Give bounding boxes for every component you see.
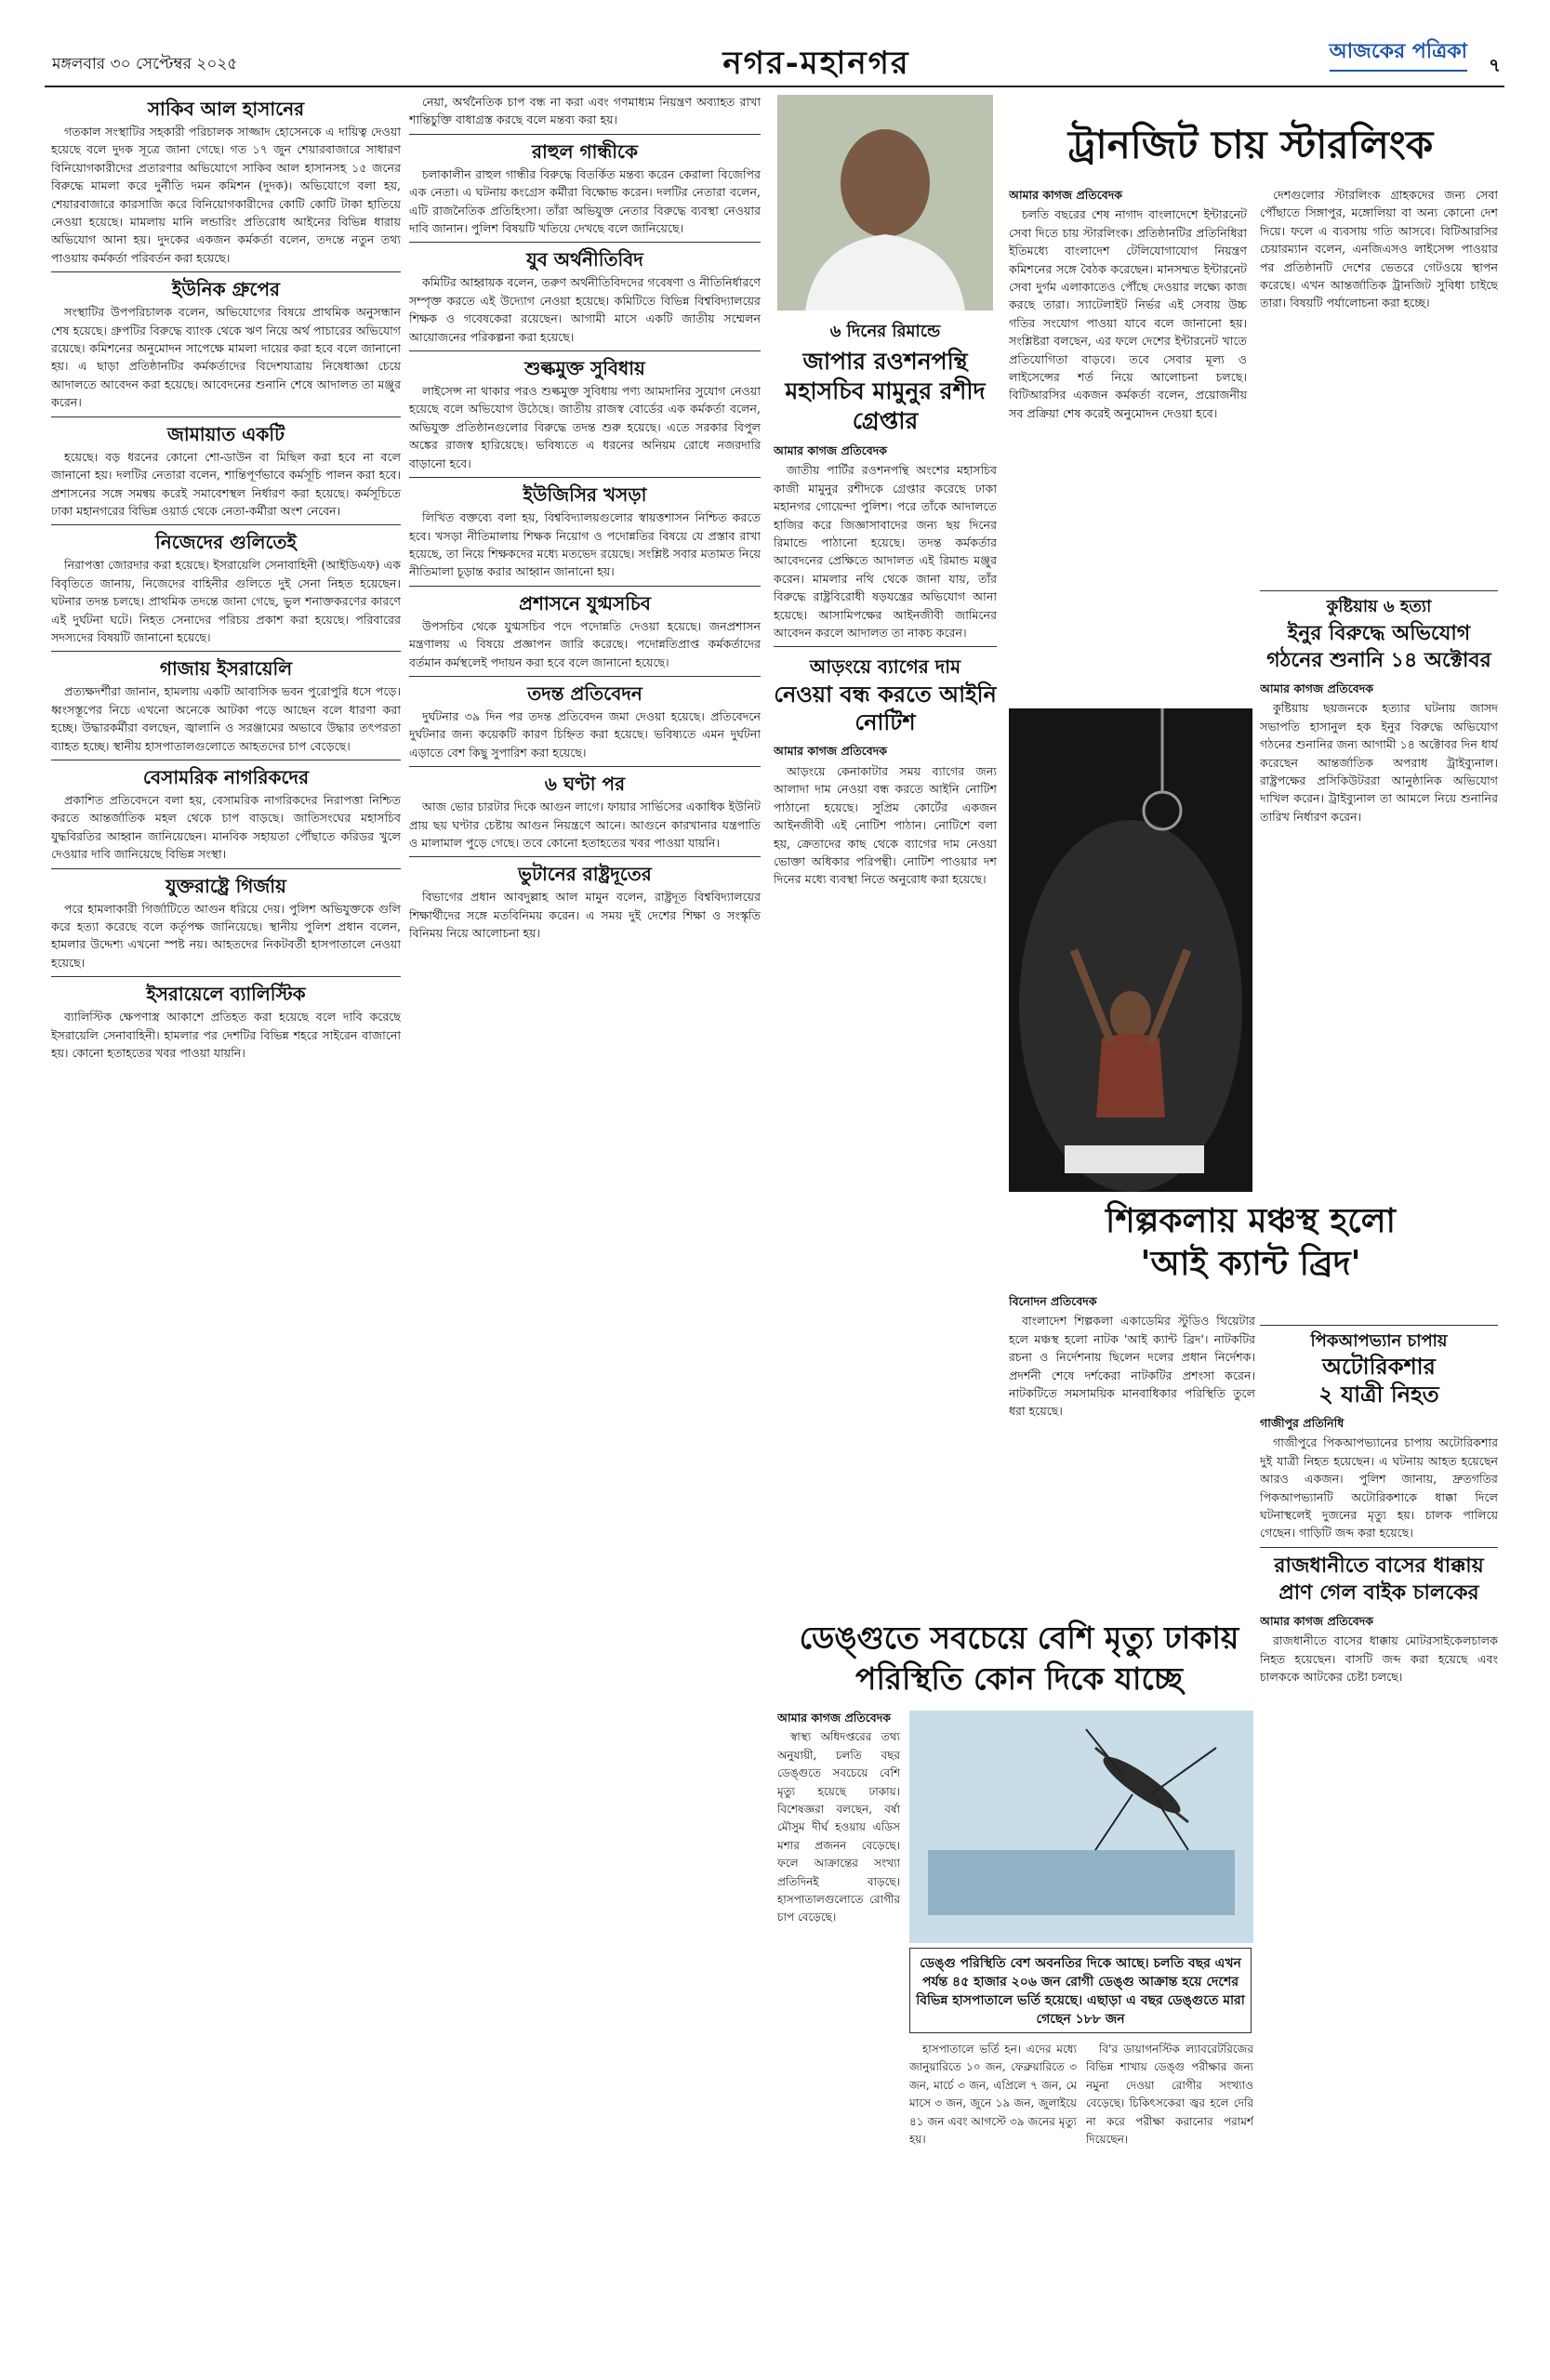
article-title: তদন্ত প্রতিবেদন [527, 681, 643, 705]
article-body: স্বাস্থ্য অধিদপ্তরের তথ্য অনুযায়ী, চলতি বছর ডেঙ্গুতে সবচেয়ে বেশি মৃত্যু হয়েছে ঢাকায়। বিশেষজ্ঞরা বলছেন, বর্ষা মৌসুম দীর্ঘ হওয়ায় এডিস মশার প্রজনন বেড়েছে। ফলে আক্রান্তের সংখ্যা প্রতিদিনই বাড়ছে। হাসপাতালগুলোতে রোগীর চাপ বেড়েছে। [777, 1730, 900, 1924]
article-body: বাংলাদেশ শিল্পকলা একাডেমির স্টুডিও থিয়েটার হলে মঞ্চস্থ হলো নাটক 'আই ক্যান্ট ব্রিদ'। নাটকটির রচনা ও নির্দেশনায় ছিলেন দলের প্রধান নির্দেশক। প্রদর্শনী শেষে দর্শকেরা নাটকটির প্রশংসা করেন। নাটকটিতে সমসাময়িক মানবাধিকার পরিস্থিতি তুলে ধরা হয়েছে। [1009, 1314, 1255, 1419]
article-body: বিভাগের প্রধান আবদুল্লাহ আল মামুন বলেন, রাষ্ট্রদূত বিশ্ববিদ্যালয়ের শিক্ষার্থীদের সঙ্গে মতবিনিময় করেন। এ সময় দুই দেশের শিক্ষা ও সংস্কৃতি বিনিময় নিয়ে আলোচনা হয়। [409, 890, 761, 941]
article-body: হয়েছে। বড় ধরনের কোনো শো-ডাউন বা মিছিল করা হবে না বলে জানানো হয়। দলটির নেতারা বলেন, শান্তিপূর্ণভাবে কর্মসূচি পালন করা হবে। প্রশাসনের সঙ্গে সমন্বয় করেই সমাবেশস্থল নির্ধারণ করা হয়েছে। কর্মসূচিতে ঢাকা মহানগরের বিভিন্ন ওয়ার্ড থেকে নেতা-কর্মীরা অংশ নেবেন। [51, 449, 401, 518]
column-5-text [1260, 186, 1498, 576]
divider [409, 766, 761, 767]
article-body: উপসচিব থেকে যুগ্মসচিব পদে পদোন্নতি দেওয়া হয়েছে। জনপ্রশাসন মন্ত্রণালয় এ বিষয়ে প্রজ্ঞাপন জারি করেছে। পদোন্নতিপ্রাপ্ত কর্মকর্তাদের বর্তমান কর্মস্থলেই পদায়ন করা হবে বলে জানানো হয়েছে। [409, 618, 761, 669]
column-3 [774, 321, 997, 1371]
article-title: বেসামরিক নাগরিকদের [142, 765, 310, 788]
kicker: পিকআপভ্যান চাপায় [1310, 1331, 1448, 1351]
byline: বিনোদন প্রতিবেদক [1009, 1294, 1097, 1308]
dengue-photo [909, 1711, 1253, 1943]
article-title: সাকিব আল হাসানের [147, 98, 305, 120]
dengue-mid-text [909, 2041, 1077, 2366]
theatre-photo [1009, 708, 1252, 1192]
article-body: দুর্ঘটনার ৩৯ দিন পর তদন্ত প্রতিবেদন জমা দেওয়া হয়েছে। প্রতিবেদনে দুর্ঘটনার জন্য কয়েকটি কারণ চিহ্নিত করা হয়েছে। ভবিষ্যতে এমন দুর্ঘটনা এড়াতে বেশ কিছু সুপারিশ করা হয়েছে। [409, 708, 761, 760]
article-body: গাজীপুরে পিকআপভ্যানের চাপায় অটোরিকশার দুই যাত্রী নিহত হয়েছেন। এ ঘটনায় আহত হয়েছেন আরও একজন। পুলিশ জানায়, দ্রুতগতির পিকআপভ্যানটি অটোরিকশাকে ধাক্কা দিলে ঘটনাস্থলেই দুজনের মৃত্যু হয়। চালক পালিয়ে গেছেন। গাড়িটি জব্দ করা হয়েছে। [1260, 1435, 1498, 1540]
article-title: ভুটানের রাষ্ট্রদূতের [518, 863, 652, 886]
headline: ২ যাত্রী নিহত [1318, 1381, 1439, 1408]
article-title: ইউজিসির খসড়া [523, 483, 647, 507]
article-title: ইউনিক গ্রুপের [171, 278, 281, 301]
page-number: ৭ [1488, 54, 1501, 76]
article-title: নিজেদের গুলিতেই [155, 531, 297, 554]
headline: ইনুর বিরুদ্ধে অভিযোগ গঠনের শুনানি ১৪ অক্টোবর [1266, 621, 1491, 672]
byline: আমার কাগজ প্রতিবেদক [777, 1711, 892, 1725]
callout-text: ডেঙ্গু পরিস্থিতি বেশ অবনতির দিকে আছে। চলতি বছর এখন পর্যন্ত ৪৫ হাজার ২০৬ জন রোগী ডেঙ্গু আক্রান্ত হয়ে দেশের বিভিন্ন হাসপাতালে ভর্তি হয়েছে। এছাড়া এ বছর ডেঙ্গুতে মারা গেছেন ১৮৮ জন [916, 1956, 1245, 2027]
culture-text [1009, 1292, 1255, 1608]
divider [51, 524, 401, 525]
byline: গাজীপুর প্রতিনিধি [1260, 1416, 1345, 1430]
kicker: কুষ্টিয়ায় ৬ হত্যা [1326, 597, 1432, 616]
article-body: দেশগুলোর স্টারলিংক গ্রাহকদের জন্য সেবা পৌঁছাতে সিঙ্গাপুর, মঙ্গোলিয়া বা অন্য কোনো দেশ দিয়ে। ফলে এ ব্যবসায় গতি আসবে। বিটিআরসির চেয়ারম্যান বলেন, এনজিএসও লাইসেন্স পাওয়ার পর প্রতিষ্ঠানটি দেশের ভেতরে গেটওয়ে স্থাপন করেছে। এখন আন্তর্জাতিক ট্রানজিট সুবিধা চাইছে তারা। বিষয়টি পর্যালোচনা করা হচ্ছে। [1260, 188, 1498, 311]
article-body: জাতীয় পার্টির রওশনপন্থি অংশের মহাসচিব কাজী মামুনুর রশীদকে গ্রেপ্তার করেছে ঢাকা মহানগর গোয়েন্দা পুলিশ। পরে তাঁকে আদালতে হাজির করে জিজ্ঞাসাবাদের জন্য ছয় দিনের রিমান্ডে পাঠানো হয়েছে। তদন্ত কর্মকর্তার আবেদনের প্রেক্ষিতে আদালত এই রিমান্ড মঞ্জুর করেন। মামলার নথি থেকে জানা যায়, তাঁর বিরুদ্ধে রাষ্ট্রবিরোধী ষড়যন্ত্রের অভিযোগ আনা হয়েছে। আসামিপক্ষের আইনজীবী জামিনের আবেদন করলে আদালত তা নাকচ করেন। [774, 463, 997, 641]
article-title: প্রশাসনে যুগ্মসচিব [519, 591, 651, 615]
article-body: আজ ভোর চারটার দিকে আগুন লাগে। ফায়ার সার্ভিসের একাধিক ইউনিট প্রায় ছয় ঘণ্টার চেষ্টায় আগুন নিয়ন্ত্রণে আনে। আগুনে কারখানার যন্ত্রপাতি ও মালামাল পুড়ে গেছে। তবে কোনো হতাহতের খবর পাওয়া যায়নি। [409, 800, 761, 850]
article-body: ব্যালিস্টিক ক্ষেপণাস্ত্র আকাশে প্রতিহত করা হয়েছে বলে দাবি করেছে ইসরায়েলি সেনাবাহিনী। হামলার পর দেশটির বিভিন্ন শহরে সাইরেন বাজানো হয়। কোনো হতাহতের খবর পাওয়া যায়নি। [51, 1010, 401, 1061]
headline: নেওয়া বন্ধ করতে আইনি নোটিশ [774, 681, 997, 736]
portrait-photo [777, 95, 993, 311]
article-body: কমিটির আহ্বায়ক বলেন, তরুণ অর্থনীতিবিদদের গবেষণা ও নীতিনির্ধারণে সম্পৃক্ত করতে এই উদ্যোগ নেওয়া হয়েছে। কমিটিতে বিভিন্ন বিশ্ববিদ্যালয়ের শিক্ষক ও গবেষকেরা রয়েছেন। আগামী মাসে একটি জাতীয় সম্মেলন আয়োজনের পরিকল্পনা করা হয়েছে। [409, 275, 761, 344]
person-silhouette-icon [777, 95, 993, 311]
article-title: গাজায় ইসরায়েলি [159, 657, 293, 681]
stage-scene-icon [1009, 708, 1252, 1192]
dengue-headline [777, 1618, 1261, 1699]
byline: আমার কাগজ প্রতিবেদক [1009, 188, 1123, 202]
article-body: সংস্থাটির উপপরিচালক বলেন, অভিযোগের বিষয়ে প্রাথমিক অনুসন্ধান শেষ হয়েছে। গ্রুপটির বিরুদ্ধে ব্যাংক থেকে ঋণ নিয়ে অর্থ পাচারের অভিযোগ রয়েছে। কমিশনের অনুমোদন সাপেক্ষে মামলা দায়ের করা হবে বলে জানানো হয়। এ ছাড়া প্রতিষ্ঠানটির কর্মকর্তাদের বিদেশযাত্রায় নিষেধাজ্ঞা চেয়ে আদালতে আবেদন করা হয়েছে। আবেদনের শুনানি শেষে আদালত তা মঞ্জুর করেন। [51, 305, 401, 410]
hospital-mosquito-icon [909, 1711, 1253, 1943]
starlink-headline: ট্রানজিট চায় স্টারলিংক [1067, 122, 1434, 167]
divider [1260, 590, 1498, 591]
article-body: বি'র ডায়াগনস্টিক ল্যাবরেটরিজের বিভিন্ন শাখায় ডেঙ্গু পরীক্ষার জন্য নমুনা দেওয়া রোগীর সংখ্যাও বেড়েছে। চিকিৎসকেরা জ্বর হলে দেরি না করে পরীক্ষা করানোর পরামর্শ দিয়েছেন। [1086, 2043, 1253, 2147]
section-title: নগর-মহানগর [722, 45, 910, 82]
masthead-logo: আজকের পত্রিকা [1330, 35, 1468, 72]
column-5-lower [1260, 1320, 1498, 2361]
article-title: রাহুল গান্ধীকে [532, 139, 638, 163]
headline: অটোরিকশার [1322, 1353, 1436, 1380]
byline: আমার কাগজ প্রতিবেদক [774, 443, 888, 457]
divider [51, 271, 401, 272]
column-4-text [1009, 186, 1247, 707]
kicker: আড়ংয়ে ব্যাগের দাম [809, 655, 961, 679]
headline: জাপার রওশনপন্থি মহাসচিব মামুনুর রশীদ গ্রেপ্তার [785, 348, 986, 434]
divider [409, 586, 761, 587]
article-body: লাইসেন্স না থাকার পরও শুল্কমুক্ত সুবিধায় পণ্য আমদানির সুযোগ নেওয়া হয়েছে বলে অভিযোগ উঠেছে। জাতীয় রাজস্ব বোর্ডের এক কর্মকর্তা বলেন, অভিযুক্ত প্রতিষ্ঠানগুলোর বিরুদ্ধে তদন্ত শুরু হয়েছে। এতে সরকার বিপুল অঙ্কের রাজস্ব হারিয়েছে। ভবিষ্যতে এ ধরনের অনিয়ম রোধে নজরদারি বাড়ানো হবে। [409, 384, 761, 470]
article-body: হাসপাতালে ভর্তি হন। এদের মধ্যে জানুয়ারিতে ১০ জন, ফেব্রুয়ারিতে ৩ জন, মার্চে ৩ জন, এপ্রিলে ৭ জন, মে মাসে ৩ জন, জুনে ১৯ জন, জুলাইয়ে ৪১ জন এবং আগস্টে ৩৯ জনের মৃত্যু হয়। [909, 2043, 1077, 2147]
dengue-left-text [777, 1709, 900, 2360]
divider [409, 350, 761, 351]
article-body: পরে হামলাকারী গির্জাটিতে আগুন ধরিয়ে দেয়। পুলিশ অভিযুক্তকে গুলি করে হত্যা করেছে বলে কর্তৃপক্ষ জানিয়েছে। স্থানীয় পুলিশ প্রধান বলেন, হামলার উদ্দেশ্য এখনো স্পষ্ট নয়। আহতদের নিকটবর্তী হাসপাতালে নেওয়া হয়েছে। [51, 901, 401, 970]
divider [51, 651, 401, 652]
byline: আমার কাগজ প্রতিবেদক [1260, 681, 1374, 695]
byline: আমার কাগজ প্রতিবেদক [774, 744, 888, 759]
article-body: চলাকালীন রাহুল গান্ধীর বিরুদ্ধে বিতর্কিত মন্তব্য করেন কেরালা বিজেপির এক নেতা। এ ঘটনায় কংগ্রেস কর্মীরা বিক্ষোভ করেন। দলটির নেতারা বলেন, এটি রাজনৈতিক প্রতিহিংসা। তাঁরা অভিযুক্ত নেতার বিরুদ্ধে ব্যবস্থা নেওয়ার দাবি জানান। পুলিশ বিষয়টি খতিয়ে দেখছে বলে জানিয়েছে। [409, 166, 761, 236]
article-body: নিরাপত্তা জোরদার করা হয়েছে। ইসরায়েলি সেনাবাহিনী (আইডিএফ) এক বিবৃতিতে জানায়, নিজেদের বাহিনীর গুলিতে দুই সেনা নিহত হয়েছেন। ঘটনার তদন্ত চলছে। প্রাথমিক তদন্তে জানা গেছে, ভুল শনাক্তকরণের কারণে এই দুর্ঘটনা ঘটে। নিহত সেনাদের পরিচয় প্রকাশ করা হয়েছে। পরিবারের সদস্যদের বিষয়টি জানানো হয়েছে। [51, 558, 401, 644]
article-title: শুল্কমুক্ত সুবিধায় [524, 357, 645, 380]
divider [51, 976, 401, 977]
divider [1260, 1325, 1498, 1326]
culture-headline-line: 'আই ক্যান্ট ব্রিদ' [1140, 1244, 1361, 1283]
issue-date: মঙ্গলবার ৩০ সেপ্টেম্বর ২০২৫ [52, 55, 238, 73]
divider [1260, 1547, 1498, 1548]
divider [409, 856, 761, 857]
article-title: ইসরায়েলে ব্যালিস্টিক [146, 983, 306, 1006]
article-body: নেয়া, অর্থনৈতিক চাপ বন্ধ না করা এবং গণমাধ্যম নিয়ন্ত্রণ অব্যাহত রাখা শান্তিচুক্তি বাধাগ্রস্ত করছে বলে মন্তব্য করা হয়। [409, 95, 761, 127]
divider [51, 868, 401, 869]
page-header [45, 28, 1504, 87]
article-title: জামায়াত একটি [167, 422, 285, 445]
headline: রাজধানীতে বাসের ধাক্কায় প্রাণ গেল বাইক চালকের [1274, 1553, 1484, 1605]
dengue-right-text [1086, 2041, 1253, 2366]
article-body: রাজধানীতে বাসের ধাক্কায় মোটরসাইকেলচালক নিহত হয়েছেন। বাসটি জব্দ করা হয়েছে এবং চালককে আটকের চেষ্টা চলছে। [1260, 1633, 1498, 1685]
dengue-headline-line: পরিস্থিতি কোন দিকে যাচ্ছে [855, 1660, 1183, 1697]
divider [409, 676, 761, 677]
article-body: লিখিত বক্তব্যে বলা হয়, বিশ্ববিদ্যালয়গুলোর স্বায়ত্তশাসন নিশ্চিত করতে হবে। খসড়া নীতিমালায় শিক্ষক নিয়োগ ও পদোন্নতির বিষয়ে যে প্রস্তাব রাখা হয়েছে, তা নিয়ে শিক্ষকদের মধ্যে মতভেদ রয়েছে। সংশ্লিষ্ট সবার মতামত নিয়ে নীতিমালা চূড়ান্ত করার আহ্বান জানানো হয়। [409, 510, 761, 579]
dengue-callout [909, 1948, 1252, 2033]
article-body: গতকাল সংস্থাটির সহকারী পরিচালক সাজ্জাদ হোসেনকে এ দায়িত্ব দেওয়া হয়েছে বলে দুদক সূত্রে জানা গেছে। গত ১৭ জুন শেয়ারবাজারে সাধারণ বিনিয়োগকারীদের প্রতারণার অভিযোগে সাকিব আল হাসানসহ ১৫ জনের বিরুদ্ধে মামলা করে দুর্নীতি দমন কমিশন (দুদক)। অভিযোগে বলা হয়, শেয়ারবাজারে কারসাজি করে বিনিয়োগকারীদের কোটি কোটি টাকা হাতিয়ে নেওয়া হয়েছে। মামলায় মানি লন্ডারিং প্রতিরোধ আইনের বিভিন্ন ধারায় অভিযোগ আনা হয়। দুদকের একজন কর্মকর্তা বলেন, তদন্তে নতুন তথ্য পাওয়ায় কর্মকর্তা পরিবর্তন করা হয়েছে। [51, 125, 401, 265]
culture-headline [1009, 1199, 1492, 1285]
column-5-inu [1260, 586, 1498, 1236]
kicker: ৬ দিনের রিমান্ডে [829, 322, 941, 341]
divider [409, 477, 761, 478]
article-body: কুষ্টিয়ায় ছয়জনকে হত্যার ঘটনায় জাসদ সভাপতি হাসানুল হক ইনুর বিরুদ্ধে অভিযোগ গঠনের শুনানির জন্য আগামী ১৪ অক্টোবর দিন ধার্য করেছেন আন্তর্জাতিক অপরাধ ট্রাইব্যুনাল। রাষ্ট্রপক্ষের প্রসিকিউটররা আনুষ্ঠানিক অভিযোগ দাখিল করেন। ট্রাইব্যুনাল তা আমলে নিয়ে শুনানির তারিখ নির্ধারণ করেন। [1260, 701, 1498, 824]
article-title: যুক্তরাষ্ট্রে গির্জায় [166, 874, 286, 897]
divider [774, 646, 997, 647]
article-body: প্রত্যক্ষদর্শীরা জানান, হামলায় একটি আবাসিক ভবন পুরোপুরি ধসে পড়ে। ধ্বংসস্তূপের নিচে এখনো অনেকে আটকা পড়ে আছেন বলে ধারণা করা হচ্ছে। উদ্ধারকর্মীরা বলছেন, জ্বালানি ও সরঞ্জামের অভাবে উদ্ধার তৎপরতা ব্যাহত হচ্ছে। স্থানীয় হাসপাতালগুলোতে আহতদের চাপ বেড়েছে। [51, 684, 401, 753]
article-body: প্রকাশিত প্রতিবেদনে বলা হয়, বেসামরিক নাগরিকদের নিরাপত্তা নিশ্চিত করতে আন্তর্জাতিক মহল থেকে চাপ বাড়ছে। জাতিসংঘের মহাসচিব যুদ্ধবিরতির আহ্বান জানিয়েছেন। মানবিক সহায়তা পৌঁছাতে করিডর খুলে দেওয়ার দাবি জানিয়েছে বিভিন্ন সংস্থা। [51, 792, 401, 862]
column-2 [409, 93, 761, 2371]
article-body: আড়ংয়ে কেনাকাটার সময় ব্যাগের জন্য আলাদা দাম নেওয়া বন্ধ করতে আইনি নোটিশ পাঠানো হয়েছে। সুপ্রিম কোর্টের একজন আইনজীবী এই নোটিশ পাঠান। নোটিশে বলা হয়, ক্রেতাদের কাছ থেকে ব্যাগের দাম নেওয়া ভোক্তা অধিকার পরিপন্থী। নোটিশ পাওয়ার দশ দিনের মধ্যে ব্যবস্থা নিতে অনুরোধ করা হয়েছে। [774, 763, 997, 887]
dengue-headline-line: ডেঙ্গুতে সবচেয়ে বেশি মৃত্যু ঢাকায় [799, 1620, 1239, 1656]
article-title: যুব অর্থনীতিবিদ [526, 248, 643, 271]
culture-headline-line: শিল্পকলায় মঞ্চস্থ হলো [1106, 1201, 1396, 1240]
byline: আমার কাগজ প্রতিবেদক [1260, 1613, 1374, 1628]
article-title: ৬ ঘণ্টা পর [544, 773, 626, 796]
divider [409, 242, 761, 243]
divider [409, 134, 761, 135]
article-body: চলতি বছরের শেষ নাগাদ বাংলাদেশে ইন্টারনেট সেবা দিতে চায় স্টারলিংক। প্রতিষ্ঠানটির প্রতিনিধিরা ইতিমধ্যে বাংলাদেশ টেলিযোগাযোগ নিয়ন্ত্রণ কমিশনের সঙ্গে বৈঠক করেছেন। মানসম্মত ইন্টারনেট সেবা দুর্গম এলাকাতেও পৌঁছে দেওয়ার লক্ষ্যে কাজ করছে তারা। স্যাটেলাইট নির্ভর এই সেবায় উচ্চ গতির সংযোগ পাওয়া যাবে বলে জানানো হয়। সংশ্লিষ্টরা বলছেন, এর ফলে দেশের ইন্টারনেট খাতে প্রতিযোগিতা বাড়বে। তবে সেবার মূল্য ও লাইসেন্সের শর্ত নিয়ে আলোচনা চলছে। বিটিআরসির একজন কর্মকর্তা বলেন, প্রয়োজনীয় সব প্রক্রিয়া শেষ করেই অনুমোদন দেওয়া হবে। [1009, 207, 1247, 420]
column-1 [51, 93, 401, 2371]
divider [51, 416, 401, 417]
